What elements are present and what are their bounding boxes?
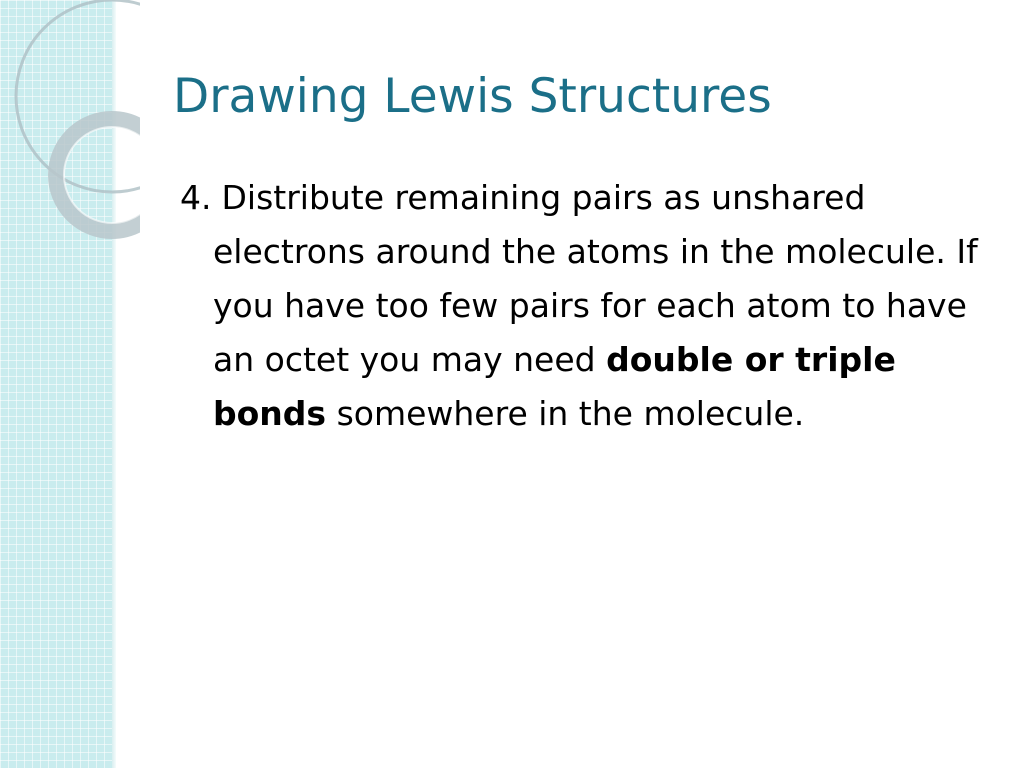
large-ring	[16, 0, 140, 192]
slide-body	[180, 171, 985, 441]
decorative-rings-graphic	[0, 0, 140, 320]
small-ring	[56, 119, 140, 231]
slide-title: Drawing Lewis Structures	[173, 69, 772, 124]
step-text-part-2: somewhere in the molecule.	[336, 394, 805, 433]
step-text-part-1: Distribute remaining pairs as unshared electrons around the atoms in the molecule. If you have too few pairs for each atom to have an octet you may need	[213, 178, 978, 379]
step-bold-text: double or triple bonds	[213, 340, 896, 433]
step-number: 4.	[180, 178, 212, 217]
step-paragraph	[180, 171, 985, 441]
